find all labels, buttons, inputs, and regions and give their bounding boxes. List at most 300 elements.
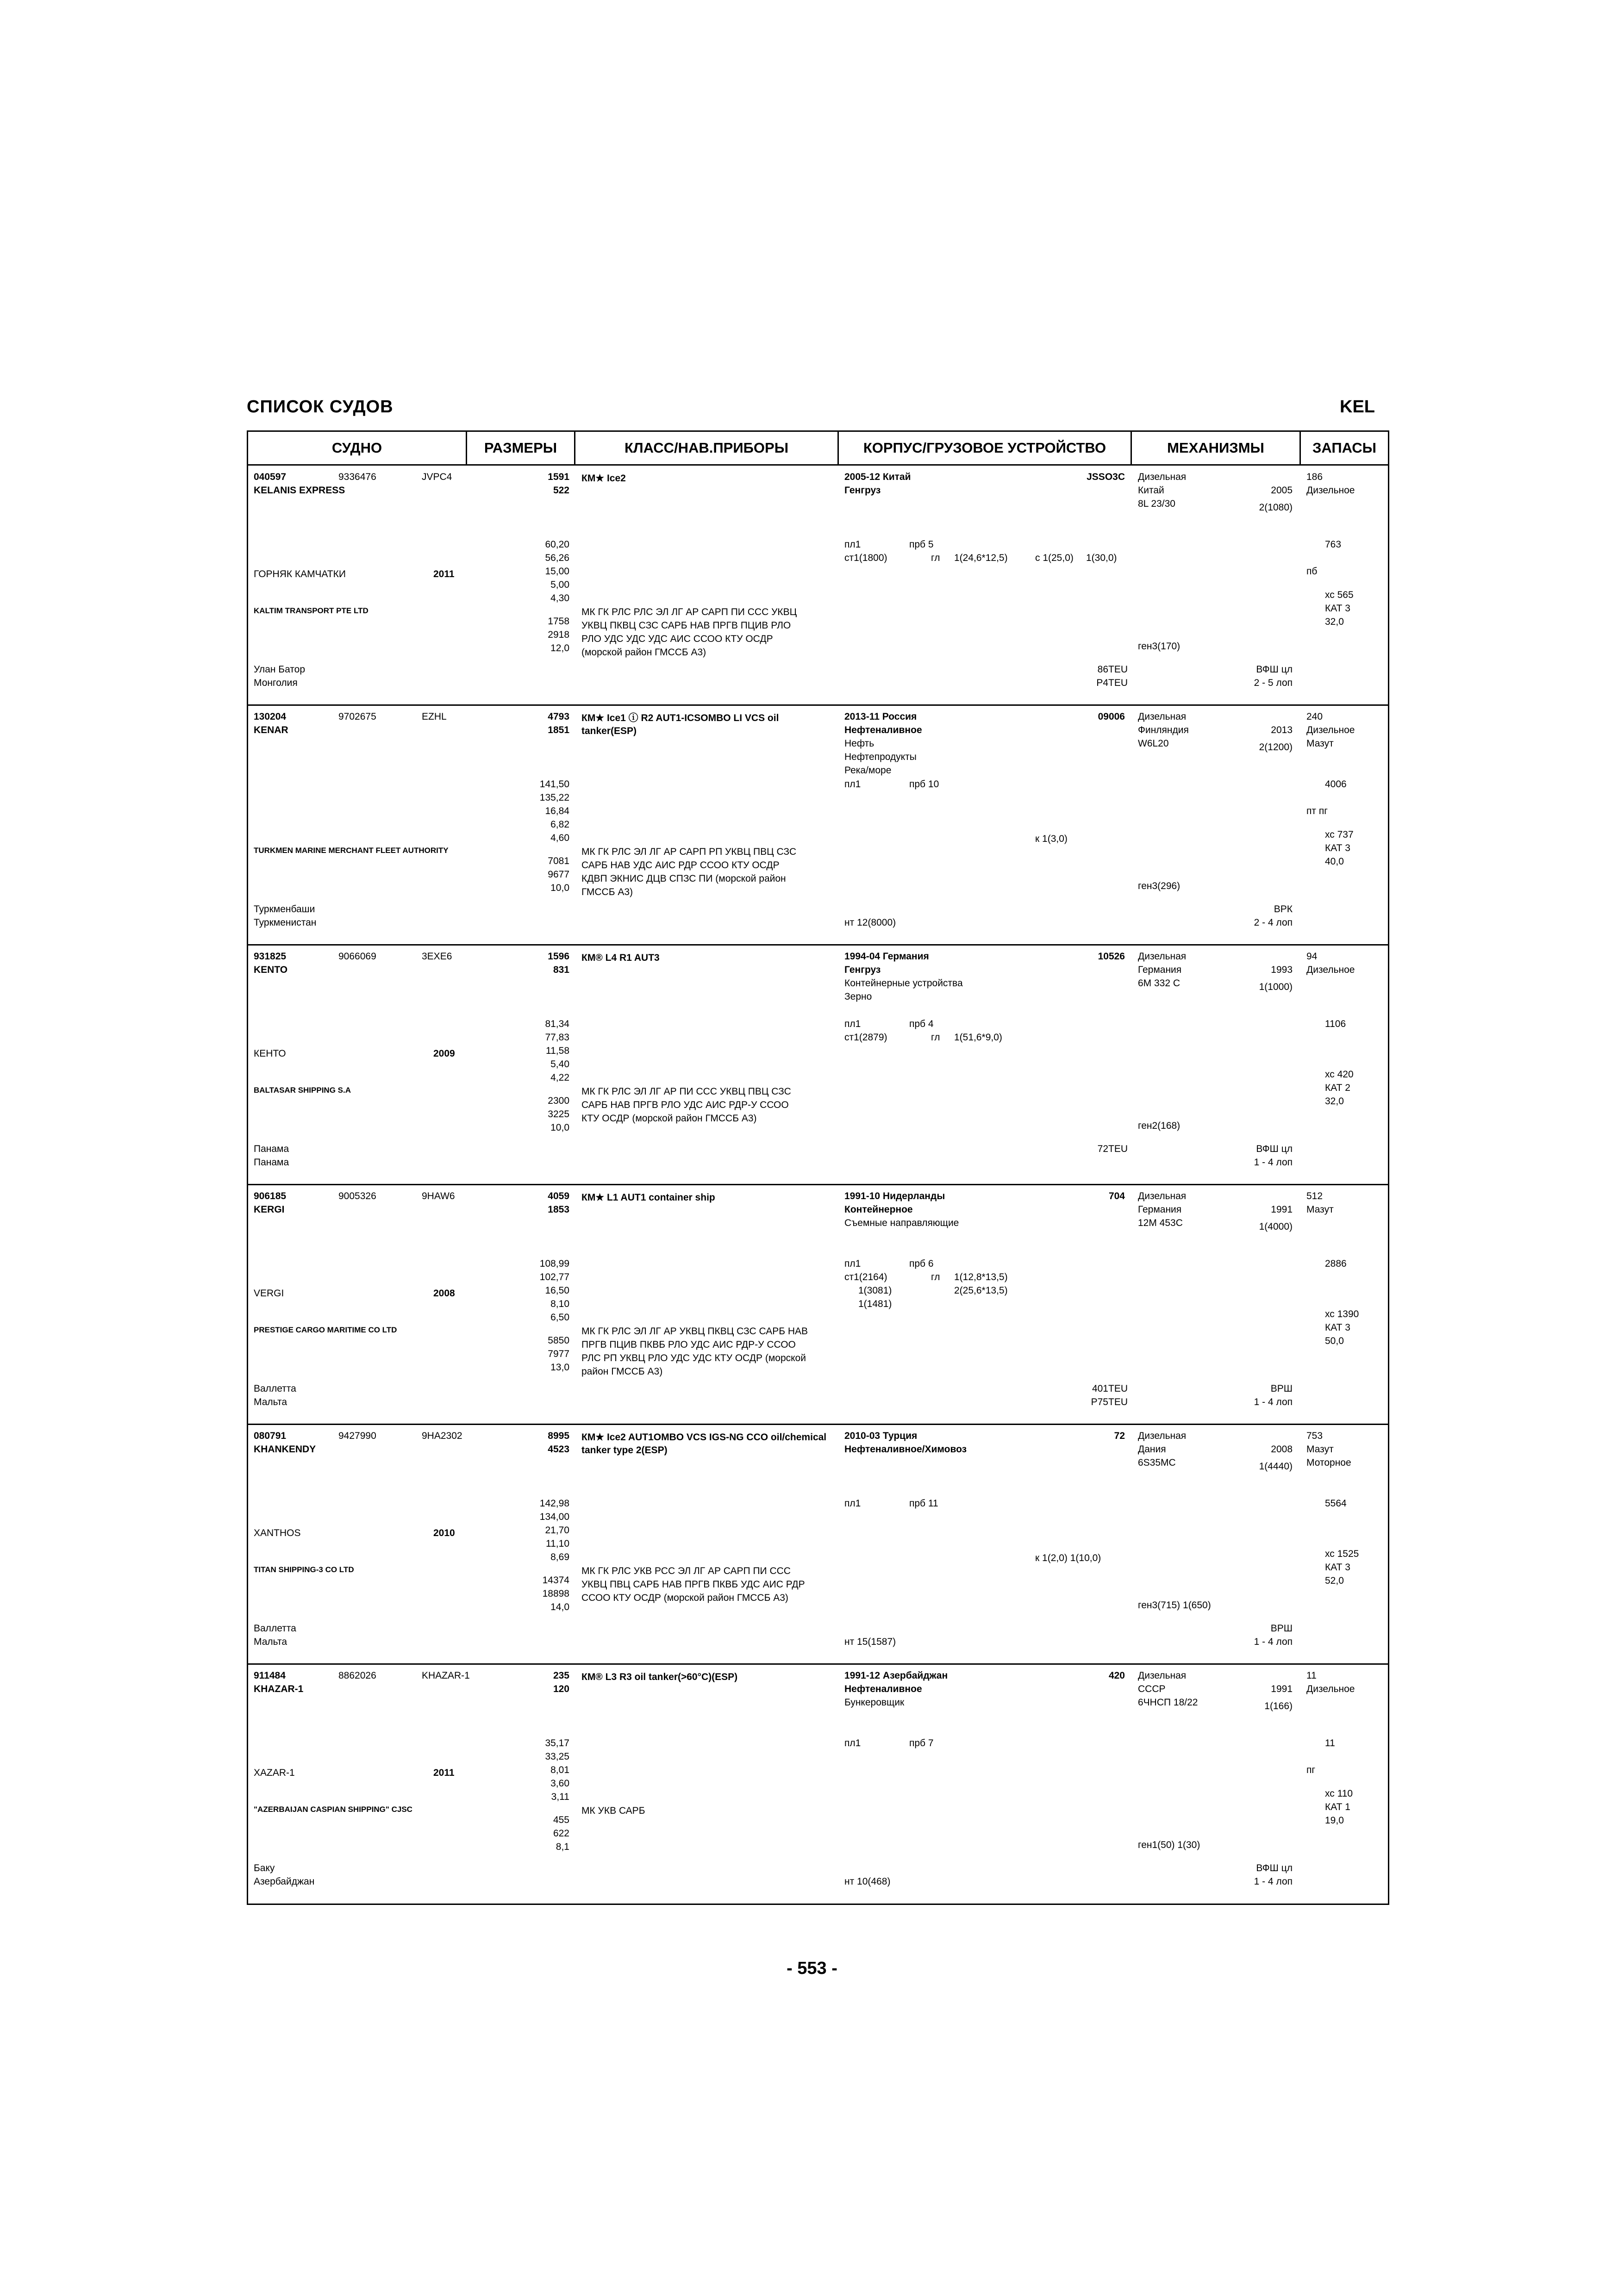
crane: к 1(2,0) 1(10,0) (1035, 1553, 1101, 1563)
cargo-pumps: нт 12(8000) (844, 917, 896, 928)
col-header-machinery: МЕХАНИЗМЫ (1167, 440, 1264, 456)
teu-capacity: 72TEU (1097, 1144, 1128, 1154)
deadweight-value: 7977 (548, 1349, 569, 1359)
engine-type: Дизельная (1138, 1670, 1187, 1681)
category: КАТ 1 (1325, 1802, 1350, 1812)
hold-value: прб 10 (909, 779, 939, 790)
fuel-capacity: 1106 (1325, 1019, 1346, 1029)
engine-power: 1(4000) (1259, 1221, 1293, 1232)
category: КАТ 3 (1325, 843, 1350, 853)
dimension-value: 5,40 (550, 1059, 569, 1070)
ship-id: 931825 (254, 951, 287, 962)
generators: ген1(50) 1(30) (1138, 1840, 1200, 1850)
flag-country: Азербайджан (254, 1876, 315, 1887)
nav-equipment: САРБ НАВ ПРГВ РЛО УДС АИС РДР-У ССОО (581, 1100, 789, 1110)
ship-entry (248, 945, 1388, 1185)
hull-type: Контейнерные устройства (844, 978, 963, 989)
rename-year: 2009 (433, 1048, 455, 1059)
dimension-value: 102,77 (539, 1272, 569, 1282)
cargo-gear: гл (931, 553, 940, 563)
flag-country: Панама (254, 1157, 289, 1168)
net-tonnage: 831 (553, 964, 569, 975)
hull-type: Нефтеналивное (844, 1684, 922, 1694)
imo-number: 9005326 (338, 1191, 376, 1201)
build-info: 2013-11 Россия (844, 711, 917, 722)
class-notation: КМ★ Ice2 AUT1OMBO VCS IGS-NG CCO oil/chemical tanker type 2(ESP) (581, 1432, 827, 1456)
ship-entry (248, 1185, 1388, 1425)
port-of-registry: Валлетта (254, 1383, 296, 1394)
build-info: 2005-12 Китай (844, 472, 911, 482)
hull-type: Генгруз (844, 485, 881, 496)
deadweight-value: 12,0 (550, 643, 569, 653)
hold-value: прб 7 (909, 1738, 934, 1748)
entry-divider (248, 1184, 1388, 1185)
engine-year: 2008 (1271, 1444, 1293, 1455)
deadweight-value: 5850 (548, 1335, 569, 1346)
nav-equipment: МК ГК РЛС ЭЛ ЛГ АР САРП РП УКВЦ ПВЦ СЗС (581, 846, 796, 857)
flag-country: Монголия (254, 678, 298, 688)
dimension-value: 16,50 (545, 1285, 569, 1296)
dimension-value: 142,98 (539, 1498, 569, 1509)
dimension-value: 81,34 (545, 1019, 569, 1029)
call-sign: 9HA2302 (422, 1431, 462, 1441)
cargo-crane: с 1(25,0) (1035, 553, 1074, 563)
nav-equipment: МК ГК РЛС РЛС ЭЛ ЛГ АР САРП ПИ ССС УКВЦ (581, 607, 797, 617)
cargo-size: 1(24,6*12,5) (954, 553, 1008, 563)
deadweight-value: 7081 (548, 856, 569, 866)
ship-id: 040597 (254, 472, 287, 482)
hull-code: 420 (1108, 1670, 1125, 1681)
owner: TURKMEN MARINE MERCHANT FLEET AUTHORITY (254, 846, 449, 855)
cargo-hatch: 1(1481) (858, 1299, 892, 1309)
deadweight-value: 2918 (548, 629, 569, 640)
hull-type: Бункеровщик (844, 1697, 905, 1708)
cargo-gear: гл (931, 1032, 940, 1043)
former-name: VERGI (254, 1288, 284, 1299)
build-info: 1994-04 Германия (844, 951, 929, 962)
ship-entry (248, 466, 1388, 705)
flag-country: Мальта (254, 1636, 287, 1647)
deadweight-value: 14,0 (550, 1602, 569, 1612)
teu-capacity-2: P75TEU (1091, 1397, 1128, 1407)
category: КАТ 3 (1325, 1562, 1350, 1573)
fuel-capacity: 2886 (1325, 1258, 1347, 1269)
hull-code: 704 (1108, 1191, 1125, 1201)
gross-tonnage: 4059 (548, 1191, 569, 1201)
engine-year: 2013 (1271, 725, 1293, 735)
engine-year: 1991 (1271, 1204, 1293, 1215)
dimension-value: 33,25 (545, 1751, 569, 1762)
entry-divider (248, 1663, 1388, 1665)
nav-equipment: МК УКВ САРБ (581, 1805, 645, 1816)
col-header-supplies: ЗАПАСЫ (1312, 440, 1377, 456)
cargo-gear: гл (931, 1272, 940, 1282)
dimension-value: 6,82 (550, 819, 569, 830)
hull-code: JSSO3C (1087, 472, 1125, 482)
propeller-blades: 2 - 5 лоп (1254, 678, 1293, 688)
flag-country: Мальта (254, 1397, 287, 1407)
gross-tonnage: 4793 (548, 711, 569, 722)
deadweight-value: 1758 (548, 616, 569, 627)
cargo-size: 1(51,6*9,0) (954, 1032, 1002, 1043)
propeller-blades: 1 - 4 лоп (1254, 1636, 1293, 1647)
fuel-extra: пб (1306, 566, 1318, 577)
port-of-registry: Валлетта (254, 1623, 296, 1634)
hull-type: Нефть (844, 738, 874, 749)
owner: TITAN SHIPPING-3 CO LTD (254, 1565, 354, 1574)
fuel-extra: пт пг (1306, 806, 1328, 816)
hull-type: Нефтеналивное/Химовоз (844, 1444, 967, 1455)
dimension-value: 35,17 (545, 1738, 569, 1748)
deadweight-value: 18898 (542, 1588, 569, 1599)
ice-speed: хс 1525 (1325, 1549, 1359, 1559)
hull-code: 09006 (1098, 711, 1125, 722)
former-name: ГОРНЯК КАМЧАТКИ (254, 569, 346, 579)
engine-year: 2005 (1271, 485, 1293, 496)
deadweight-value: 455 (553, 1815, 569, 1825)
ship-entry (248, 705, 1388, 945)
dimension-value: 4,30 (550, 593, 569, 604)
nav-equipment: УКВЦ ПВЦ САРБ НАВ ПРГВ ПКВБ УДС АИС РДР (581, 1579, 805, 1590)
build-info: 2010-03 Турция (844, 1431, 918, 1441)
cargo-crane-2: 1(30,0) (1086, 553, 1117, 563)
dimension-value: 21,70 (545, 1525, 569, 1536)
hull-type: Генгруз (844, 964, 881, 975)
page-title: СПИСОК СУДОВ (247, 397, 394, 417)
dimension-value: 141,50 (539, 779, 569, 790)
hold-count: пл1 (844, 1019, 861, 1029)
dimension-value: 135,22 (539, 792, 569, 803)
deadweight-value: 10,0 (550, 883, 569, 893)
speed-value: 40,0 (1325, 856, 1344, 867)
hold-value: прб 6 (909, 1258, 934, 1269)
engine-country: СССР (1138, 1684, 1166, 1694)
col-header-ship: СУДНО (331, 440, 382, 456)
cargo-hatch: ст1(1800) (844, 553, 887, 563)
propeller-type: ВРШ (1270, 1383, 1293, 1394)
hold-count: пл1 (844, 1738, 861, 1748)
engine-type: Дизельная (1138, 472, 1187, 482)
ship-name: KENAR (254, 725, 288, 735)
teu-capacity: 401TEU (1092, 1383, 1128, 1394)
net-tonnage: 4523 (548, 1444, 569, 1455)
engine-type: Дизельная (1138, 1191, 1187, 1201)
engine-country: Финляндия (1138, 725, 1189, 735)
engine-power: 1(1000) (1259, 982, 1293, 992)
col-header-class: КЛАСС/НАВ.ПРИБОРЫ (624, 440, 789, 456)
fuel-capacity: 763 (1325, 539, 1342, 550)
fuel-type: Дизельное (1306, 725, 1355, 735)
hull-type: Река/море (844, 765, 892, 776)
engine-year: 1991 (1271, 1684, 1293, 1694)
rename-year: 2011 (433, 1767, 455, 1778)
hold-value: прб 5 (909, 539, 934, 550)
class-notation: КМ® L4 R1 AUT3 (581, 952, 660, 963)
deadweight-value: 2300 (548, 1095, 569, 1106)
fuel-type: Моторное (1306, 1457, 1351, 1468)
supply-top: 240 (1306, 711, 1323, 722)
engine-type: Дизельная (1138, 711, 1187, 722)
port-of-registry: Туркменбаши (254, 904, 315, 915)
cargo-size: 1(12,8*13,5) (954, 1272, 1008, 1282)
supply-top: 186 (1306, 472, 1323, 482)
propeller-type: ВФШ цл (1256, 1863, 1293, 1873)
owner: PRESTIGE CARGO MARITIME CO LTD (254, 1325, 397, 1334)
supply-top: 11 (1306, 1670, 1317, 1681)
hold-value: прб 4 (909, 1019, 934, 1029)
gross-tonnage: 8995 (548, 1431, 569, 1441)
ship-name: KHANKENDY (254, 1444, 316, 1455)
dimension-value: 16,84 (545, 806, 569, 816)
fuel-type: Дизельное (1306, 485, 1355, 496)
ship-id: 906185 (254, 1191, 287, 1201)
former-name: КЕНТО (254, 1048, 286, 1059)
engine-type: Дизельная (1138, 1431, 1187, 1441)
propeller-type: ВРШ (1270, 1623, 1293, 1634)
col-header-dimensions: РАЗМЕРЫ (484, 440, 557, 456)
ship-table (247, 430, 1389, 1905)
engine-year: 1993 (1271, 964, 1293, 975)
call-sign: KHAZAR-1 (422, 1670, 470, 1681)
fuel-type: Мазут (1306, 738, 1334, 749)
ice-speed: хс 737 (1325, 829, 1354, 840)
imo-number: 9702675 (338, 711, 376, 722)
ship-name: KHAZAR-1 (254, 1684, 304, 1694)
imo-number: 9336476 (338, 472, 376, 482)
nav-equipment: МК ГК РЛС ЭЛ ЛГ АР ПИ ССС УКВЦ ПВЦ СЗС (581, 1086, 791, 1097)
hold-count: пл1 (844, 1258, 861, 1269)
nav-equipment: МК ГК РЛС ЭЛ ЛГ АР УКВЦ ПКВЦ СЗС САРБ НАВ (581, 1326, 808, 1337)
deadweight-value: 3225 (548, 1109, 569, 1120)
nav-equipment: КТУ ОСДР (морской район ГМССБ А3) (581, 1113, 757, 1124)
supply-top: 94 (1306, 951, 1318, 962)
generators: ген3(296) (1138, 881, 1181, 891)
net-tonnage: 1851 (548, 725, 569, 735)
nav-equipment: ССОО КТУ ОСДР (морской район ГМССБ А3) (581, 1593, 788, 1603)
ship-name: KELANIS EXPRESS (254, 485, 345, 496)
entry-divider (248, 944, 1388, 946)
supply-top: 512 (1306, 1191, 1323, 1201)
nav-equipment: ПРГВ ПЦИВ ПКВБ РЛО УДС АИС РДР-У ССОО (581, 1339, 796, 1350)
port-of-registry: Улан Батор (254, 664, 306, 675)
ice-speed: хс 1390 (1325, 1309, 1359, 1319)
nav-equipment: РЛО УДС УДС УДС АИС ССОО КТУ ОСДР (581, 634, 773, 644)
dimension-value: 3,60 (550, 1778, 569, 1789)
entry-divider (248, 1424, 1388, 1425)
call-sign: 9HAW6 (422, 1191, 455, 1201)
propeller-blades: 2 - 4 лоп (1254, 917, 1293, 928)
class-notation: КМ★ L1 AUT1 container ship (581, 1192, 715, 1203)
speed-value: 32,0 (1325, 616, 1344, 627)
ship-id: 911484 (254, 1670, 286, 1681)
cargo-hatch: ст1(2164) (844, 1272, 887, 1282)
dimension-value: 3,11 (551, 1792, 569, 1802)
call-sign: JVPC4 (422, 472, 452, 482)
deadweight-value: 13,0 (550, 1362, 569, 1373)
hold-count: пл1 (844, 1498, 861, 1509)
propeller-blades: 1 - 4 лоп (1254, 1876, 1293, 1887)
hold-count: пл1 (844, 539, 861, 550)
engine-model: 8L 23/30 (1138, 498, 1175, 509)
rename-year: 2011 (433, 569, 455, 579)
dimension-value: 134,00 (539, 1512, 569, 1522)
class-notation: КМ★ Ice1 ⓘ R2 AUT1-ICSOMBO LI VCS oil tanker(ESP) (581, 713, 779, 736)
deadweight-value: 9677 (548, 869, 569, 880)
port-of-registry: Баку (254, 1863, 275, 1873)
engine-country: Дания (1138, 1444, 1166, 1455)
rename-year: 2008 (433, 1288, 455, 1299)
engine-model: 6ЧНСП 18/22 (1138, 1697, 1198, 1708)
dimension-value: 5,00 (550, 579, 569, 590)
hull-code: 10526 (1098, 951, 1125, 962)
hold-count: пл1 (844, 779, 861, 790)
nav-equipment: (морской район ГМССБ А3) (581, 647, 706, 658)
cargo-pumps: нт 10(468) (844, 1876, 891, 1887)
call-sign: 3EXE6 (422, 951, 452, 962)
ship-name: KERGI (254, 1204, 285, 1215)
nav-equipment: РЛС РП УКВЦ РЛО УДС УДС КТУ ОСДР (морской (581, 1353, 806, 1363)
speed-value: 50,0 (1325, 1336, 1344, 1346)
fuel-type: Мазут (1306, 1444, 1334, 1455)
owner: BALTASAR SHIPPING S.A (254, 1086, 351, 1095)
hold-value: прб 11 (909, 1498, 938, 1509)
dimension-value: 8,01 (550, 1765, 569, 1775)
dimension-value: 15,00 (545, 566, 569, 577)
nav-equipment: МК ГК РЛС УКВ РСС ЭЛ ЛГ АР САРП ПИ ССС (581, 1566, 791, 1576)
imo-number: 8862026 (338, 1670, 376, 1681)
port-of-registry: Панама (254, 1144, 289, 1154)
cargo-size: 2(25,6*13,5) (954, 1285, 1008, 1296)
dimension-value: 77,83 (545, 1032, 569, 1043)
imo-number: 9066069 (338, 951, 376, 962)
engine-type: Дизельная (1138, 951, 1187, 962)
propeller-blades: 1 - 4 лоп (1254, 1397, 1293, 1407)
call-sign: EZHL (422, 711, 447, 722)
col-header-hull: КОРПУС/ГРУЗОВОЕ УСТРОЙСТВО (863, 440, 1106, 456)
ice-speed: хс 420 (1325, 1069, 1354, 1080)
net-tonnage: 522 (553, 485, 569, 496)
nav-equipment: ГМССБ А3) (581, 887, 633, 897)
ship-id: 080791 (254, 1431, 287, 1441)
engine-country: Китай (1138, 485, 1164, 496)
engine-power: 1(166) (1264, 1701, 1293, 1711)
nav-equipment: УКВЦ ПКВЦ СЗС САРБ НАВ ПРГВ ПЦИВ РЛО (581, 620, 791, 631)
deadweight-value: 8,1 (556, 1842, 569, 1852)
ship-entry (248, 1664, 1388, 1904)
hull-type: Контейнерное (844, 1204, 913, 1215)
dimension-value: 6,50 (550, 1312, 569, 1323)
fuel-type: Мазут (1306, 1204, 1334, 1215)
nav-equipment: район ГМССБ А3) (581, 1366, 663, 1377)
former-name: XAZAR-1 (254, 1767, 295, 1778)
hull-type: Зерно (844, 991, 872, 1002)
dimension-value: 108,99 (539, 1258, 569, 1269)
propeller-type: ВФШ цл (1256, 1144, 1293, 1154)
dimension-value: 56,26 (545, 553, 569, 563)
hull-type: Нефтепродукты (844, 752, 917, 762)
speed-value: 32,0 (1325, 1096, 1344, 1107)
deadweight-value: 622 (553, 1828, 569, 1839)
teu-capacity-2: P4TEU (1096, 678, 1128, 688)
category: КАТ 2 (1325, 1083, 1350, 1093)
owner: KALTIM TRANSPORT PTE LTD (254, 606, 369, 615)
hull-type: Съемные направляющие (844, 1218, 959, 1228)
imo-number: 9427990 (338, 1431, 376, 1441)
page-number: - 553 - (787, 1959, 837, 1978)
deadweight-value: 10,0 (550, 1122, 569, 1133)
deadweight-value: 14374 (542, 1575, 569, 1586)
gross-tonnage: 235 (553, 1670, 569, 1681)
category: КАТ 3 (1325, 1322, 1350, 1333)
dimension-value: 4,60 (550, 833, 569, 843)
dimension-value: 8,10 (550, 1299, 569, 1309)
ship-name: KENTO (254, 964, 288, 975)
generators: ген2(168) (1138, 1120, 1181, 1131)
engine-power: 1(4440) (1259, 1461, 1293, 1472)
nav-equipment: КДВП ЭКНИС ДЦВ СПЗС ПИ (морской район (581, 873, 786, 884)
section-code: KEL (1340, 397, 1375, 417)
fuel-capacity: 4006 (1325, 779, 1347, 790)
ice-speed: хс 110 (1325, 1788, 1353, 1799)
fuel-type: Дизельное (1306, 964, 1355, 975)
generators: ген3(170) (1138, 641, 1181, 652)
entry-divider (248, 704, 1388, 706)
gross-tonnage: 1596 (548, 951, 569, 962)
speed-value: 19,0 (1325, 1815, 1344, 1826)
propeller-blades: 1 - 4 лоп (1254, 1157, 1293, 1168)
cargo-hatch: 1(3081) (858, 1285, 892, 1296)
teu-capacity: 86TEU (1097, 664, 1128, 675)
net-tonnage: 120 (553, 1684, 569, 1694)
fuel-capacity: 11 (1325, 1738, 1335, 1748)
generators: ген3(715) 1(650) (1138, 1600, 1211, 1611)
cargo-pumps: нт 15(1587) (844, 1636, 896, 1647)
build-info: 1991-12 Азербайджан (844, 1670, 948, 1681)
dimension-value: 4,22 (550, 1072, 569, 1083)
dimension-value: 8,69 (550, 1552, 569, 1562)
gross-tonnage: 1591 (548, 472, 569, 482)
engine-model: 6M 332 C (1138, 978, 1181, 989)
hull-type: Нефтеналивное (844, 725, 922, 735)
former-name: XANTHOS (254, 1528, 301, 1538)
build-info: 1991-10 Нидерланды (844, 1191, 945, 1201)
net-tonnage: 1853 (548, 1204, 569, 1215)
engine-model: W6L20 (1138, 738, 1169, 749)
ship-entry (248, 1425, 1388, 1664)
engine-country: Германия (1138, 1204, 1182, 1215)
hull-code: 72 (1114, 1431, 1125, 1441)
fuel-capacity: 5564 (1325, 1498, 1347, 1509)
owner: "AZERBAIJAN CASPIAN SHIPPING" CJSC (254, 1805, 412, 1814)
dimension-value: 60,20 (545, 539, 569, 550)
engine-power: 2(1080) (1259, 502, 1293, 513)
class-notation: КМ® L3 R3 oil tanker(>60°C)(ESP) (581, 1672, 738, 1682)
supply-top: 753 (1306, 1431, 1323, 1441)
fuel-extra: пг (1306, 1765, 1316, 1775)
propeller-type: ВФШ цл (1256, 664, 1293, 675)
rename-year: 2010 (433, 1528, 455, 1538)
cargo-hatch: ст1(2879) (844, 1032, 887, 1043)
crane: к 1(3,0) (1035, 834, 1068, 844)
fuel-type: Дизельное (1306, 1684, 1355, 1694)
dimension-value: 11,10 (546, 1538, 569, 1549)
engine-model: 6S35MC (1138, 1457, 1176, 1468)
engine-model: 12M 453C (1138, 1218, 1183, 1228)
class-notation: КМ★ Ice2 (581, 473, 626, 484)
nav-equipment: САРБ НАВ УДС АИС РДР ССОО КТУ ОСДР (581, 860, 780, 871)
ice-speed: хс 565 (1325, 590, 1354, 600)
speed-value: 52,0 (1325, 1575, 1344, 1586)
